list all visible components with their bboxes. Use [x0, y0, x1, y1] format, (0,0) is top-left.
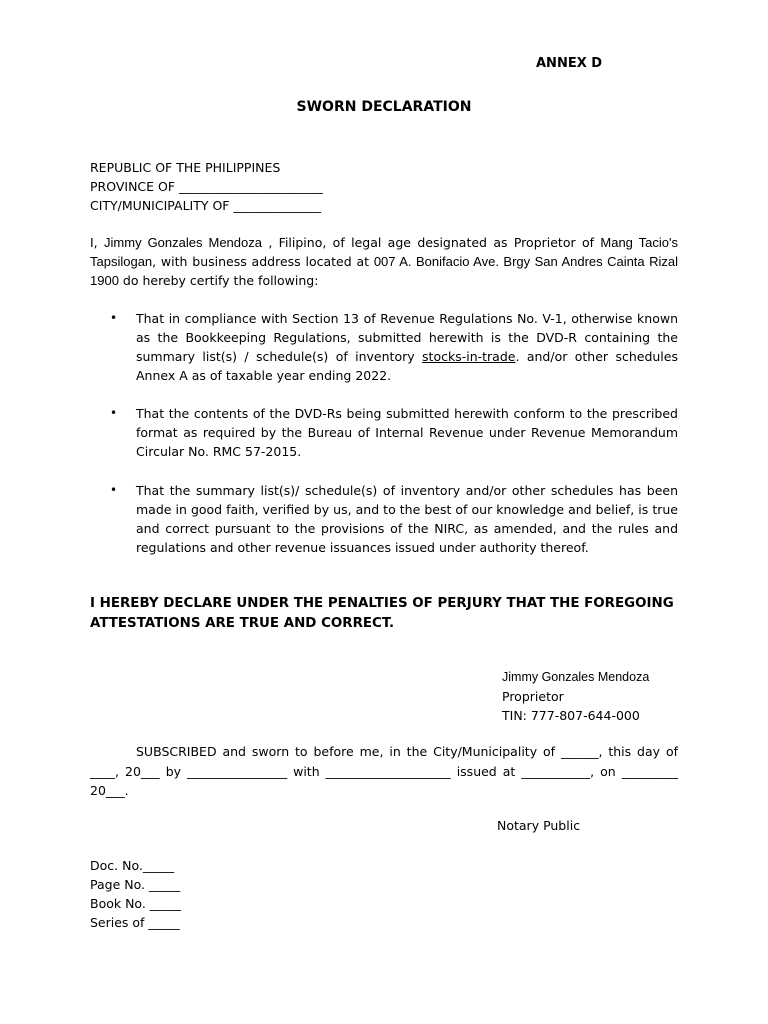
bullet-icon: •	[110, 483, 118, 497]
attestation-item	[90, 404, 678, 461]
attestation-item	[90, 481, 678, 557]
signatory-name: Jimmy Gonzales Mendoza	[502, 670, 650, 684]
attestation-3-text: That the summary list(s)/ schedule(s) of inventory and/or other schedules has been made in good faith, verified by us, and to the best of our knowledge and belief, is true and correct pursuant to the provisions of the NIRC, as amended, and the rules and regulations and other revenue issuances issued under authority thereof.	[136, 483, 678, 555]
intro-text-1: I,	[90, 235, 105, 250]
venue-header	[90, 158, 323, 215]
signature-block	[502, 668, 649, 725]
business-name: Mang Tacio's Tapsilogan	[90, 235, 679, 269]
business-address: 007 A. Bonifacio Ave. Brgy San Andres Cainta Rizal 1900	[90, 254, 678, 288]
page-number: Page No. _____	[90, 877, 181, 892]
document-title: SWORN DECLARATION	[296, 99, 472, 115]
intro-text-3: , with business address located at	[152, 254, 374, 269]
intro-text-4: do hereby certify the following:	[118, 273, 319, 288]
doc-number: Doc. No._____	[90, 858, 175, 873]
city-line: CITY/MUNICIPALITY OF ______________	[90, 198, 321, 213]
bullet-icon: •	[110, 311, 118, 325]
bullet-icon: •	[110, 406, 118, 420]
intro-paragraph	[90, 233, 678, 290]
attestation-1-text: That in compliance with Section 13 of Revenue Regulations No. V-1, otherwise known as the Bookkeeping Regulations, submitted herewith is the DVD-R containing the summary list(s) / schedule(s) of inventory	[136, 311, 678, 364]
signatory-position: Proprietor	[502, 689, 564, 704]
attestation-1-text-end: . and/or other schedules Annex A as of taxable year ending 2022.	[136, 349, 678, 383]
book-number: Book No. _____	[90, 896, 182, 911]
intro-text-2: , Filipino, of legal age designated as Proprietor of	[261, 235, 601, 250]
notary-label: Notary Public	[497, 818, 581, 833]
jurat-paragraph: SUBSCRIBED and sworn to before me, in the City/Municipality of ______, this day of ____, 20___ by ________________ with ____________________ issued at ___________, on _________ 20___.	[90, 744, 678, 798]
declarant-name: Jimmy Gonzales Mendoza	[104, 235, 262, 250]
annex-label: ANNEX D	[536, 56, 603, 71]
attestation-item	[90, 309, 678, 385]
notarial-register	[90, 856, 181, 932]
attestation-1-underlined: stocks-in-trade	[422, 349, 516, 364]
signatory-tin: TIN: 777-807-644-000	[502, 708, 640, 723]
republic-line: REPUBLIC OF THE PHILIPPINES	[90, 160, 281, 175]
attestation-list	[90, 309, 678, 577]
province-line: PROVINCE OF _______________________	[90, 179, 323, 194]
attestation-2-text: That the contents of the DVD-Rs being submitted herewith conform to the prescribed format as required by the Bureau of Internal Revenue under Revenue Memorandum Circular No. RMC 57-2015.	[136, 406, 678, 459]
series-year: Series of _____	[90, 915, 180, 930]
perjury-declaration: I HEREBY DECLARE UNDER THE PENALTIES OF PERJURY THAT THE FOREGOING ATTESTATIONS ARE TRUE AND CORRECT.	[90, 596, 674, 631]
